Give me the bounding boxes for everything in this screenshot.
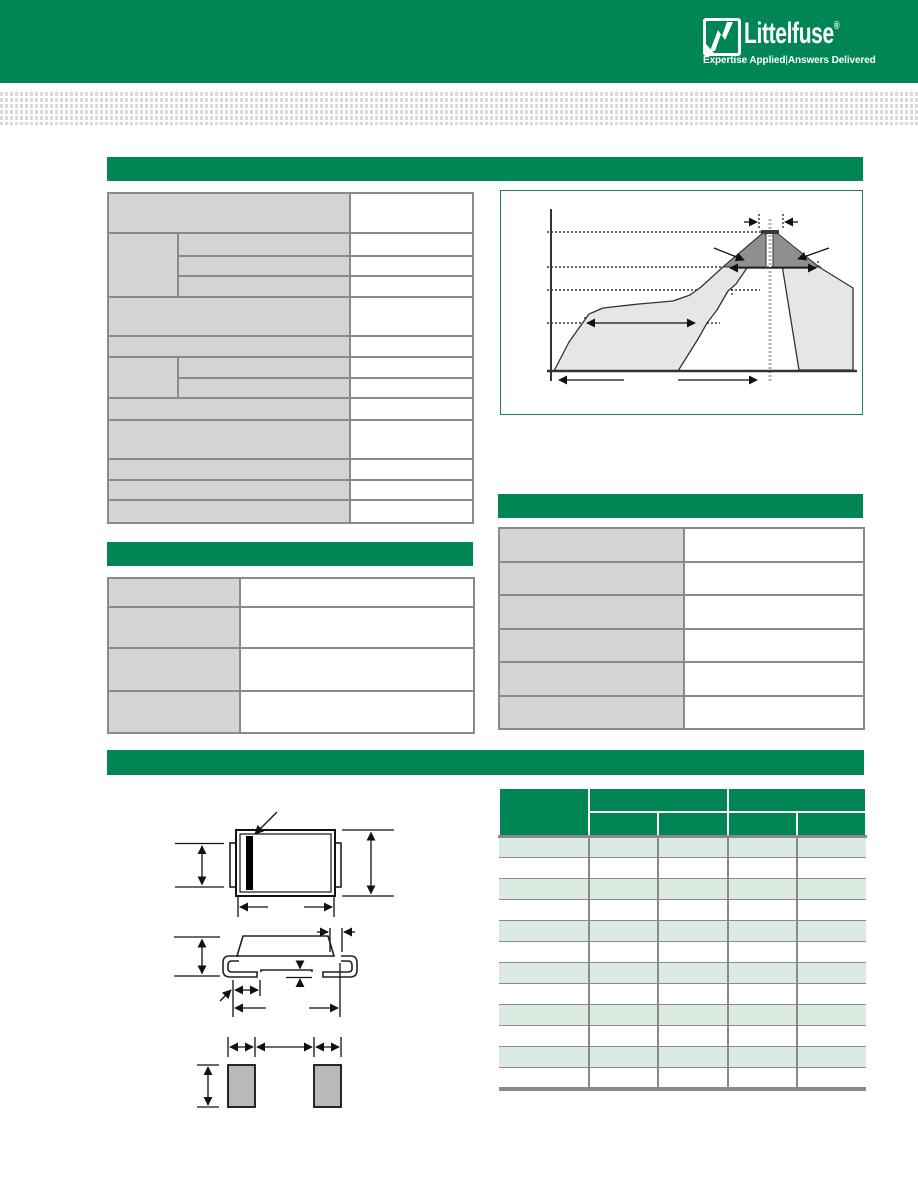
value-cell xyxy=(658,900,728,921)
tagline-divider: | xyxy=(785,55,788,66)
value-cell xyxy=(350,233,473,256)
value-cell xyxy=(684,629,864,662)
label-cell xyxy=(499,662,684,696)
value-cell xyxy=(728,879,797,900)
table-row xyxy=(108,420,473,459)
table-row xyxy=(499,662,864,696)
table-row xyxy=(499,1005,866,1026)
label-cell xyxy=(499,562,684,595)
value-cell xyxy=(499,942,589,963)
value-cell xyxy=(499,1068,589,1089)
table-row xyxy=(108,578,474,607)
value-cell xyxy=(684,562,864,595)
label-cell xyxy=(178,357,350,378)
value-cell xyxy=(350,276,473,297)
table-row xyxy=(108,233,473,256)
table-row xyxy=(108,607,474,648)
value-cell xyxy=(684,662,864,696)
critical-zone-left xyxy=(723,233,766,267)
value-cell xyxy=(350,378,473,398)
value-cell xyxy=(589,1026,658,1047)
right-table xyxy=(498,527,865,730)
table-row xyxy=(499,1047,866,1068)
value-cell xyxy=(658,1068,728,1089)
table-row xyxy=(499,984,866,1005)
value-cell xyxy=(240,648,474,691)
value-cell xyxy=(499,1047,589,1068)
table-row xyxy=(499,528,864,562)
value-cell xyxy=(684,528,864,562)
brand-tagline xyxy=(703,55,876,66)
label-cell xyxy=(108,648,240,691)
value-cell xyxy=(797,963,866,984)
table-row xyxy=(499,562,864,595)
value-cell xyxy=(797,1005,866,1026)
value-cell xyxy=(589,963,658,984)
brand-wordmark xyxy=(744,17,839,51)
right-lead-inner xyxy=(335,961,352,972)
value-cell xyxy=(797,900,866,921)
label-cell xyxy=(178,233,350,256)
table-row xyxy=(499,1026,866,1047)
value-cell xyxy=(499,984,589,1005)
value-cell xyxy=(499,1005,589,1026)
land-pattern-drawing xyxy=(180,1030,380,1120)
label-cell xyxy=(178,276,350,297)
value-cell xyxy=(658,942,728,963)
table-row xyxy=(108,297,473,336)
halftone-band xyxy=(0,92,918,125)
value-cell xyxy=(350,398,473,420)
value-cell xyxy=(658,921,728,942)
value-cell xyxy=(658,837,728,858)
body-underside xyxy=(261,970,312,972)
left-lead-inner xyxy=(228,961,245,972)
value-cell xyxy=(728,921,797,942)
label-cell xyxy=(108,691,240,733)
value-cell xyxy=(684,595,864,629)
table-row xyxy=(499,1068,866,1089)
table-row xyxy=(499,900,866,921)
value-cell xyxy=(350,297,473,336)
critical-zone-right xyxy=(773,233,819,267)
table-row xyxy=(499,595,864,629)
value-cell xyxy=(658,984,728,1005)
tagline-right: Answers Delivered xyxy=(787,55,876,66)
table-row xyxy=(499,942,866,963)
value-cell xyxy=(658,858,728,879)
value-cell xyxy=(658,963,728,984)
value-cell xyxy=(350,256,473,276)
value-cell xyxy=(589,921,658,942)
table-row xyxy=(108,357,473,378)
value-cell xyxy=(728,984,797,1005)
label-cell xyxy=(108,578,240,607)
value-cell xyxy=(658,1005,728,1026)
dimensions-table-body xyxy=(499,837,866,1089)
label-cell xyxy=(178,256,350,276)
value-cell xyxy=(499,837,589,858)
value-cell xyxy=(797,984,866,1005)
value-cell xyxy=(797,879,866,900)
value-cell xyxy=(589,942,658,963)
value-cell xyxy=(728,963,797,984)
value-cell xyxy=(589,984,658,1005)
peak-plateau xyxy=(761,230,779,234)
dimensions-table xyxy=(498,787,867,1091)
profile-band-left xyxy=(554,233,763,371)
value-cell xyxy=(589,1068,658,1089)
max-header xyxy=(797,812,866,837)
value-cell xyxy=(797,858,866,879)
value-cell xyxy=(589,858,658,879)
table-row xyxy=(108,500,473,523)
value-cell xyxy=(499,879,589,900)
label-cell xyxy=(499,696,684,729)
label-cell xyxy=(108,297,350,336)
value-cell xyxy=(728,900,797,921)
registered-mark-icon: ® xyxy=(833,20,840,32)
value-cell xyxy=(658,879,728,900)
value-cell xyxy=(728,1047,797,1068)
tagline-left: Expertise Applied xyxy=(703,55,786,66)
label-cell xyxy=(108,459,350,480)
table-row xyxy=(499,837,866,858)
label-cell xyxy=(499,528,684,562)
value-cell xyxy=(797,1068,866,1089)
section-bar-1 xyxy=(107,157,863,181)
unit-group-header-2 xyxy=(728,788,866,812)
label-cell xyxy=(108,336,350,357)
dimensions-table-header xyxy=(499,788,866,837)
value-cell xyxy=(658,1047,728,1068)
table-row xyxy=(108,480,473,500)
table-row xyxy=(499,963,866,984)
label-cell xyxy=(499,629,684,662)
table-row xyxy=(499,788,866,812)
table-row xyxy=(108,193,473,233)
value-cell xyxy=(589,1047,658,1068)
table-row xyxy=(499,629,864,662)
value-cell xyxy=(499,963,589,984)
value-cell xyxy=(797,1026,866,1047)
table-row xyxy=(108,336,473,357)
small-left-table xyxy=(107,577,475,734)
table-row xyxy=(499,879,866,900)
section-bar-4 xyxy=(107,750,864,775)
value-cell xyxy=(589,1005,658,1026)
value-cell xyxy=(499,900,589,921)
label-cell xyxy=(108,500,350,523)
value-cell xyxy=(797,942,866,963)
top-view-drawing xyxy=(160,790,420,920)
label-cell xyxy=(499,595,684,629)
value-cell xyxy=(350,336,473,357)
value-cell xyxy=(240,578,474,607)
table-row xyxy=(108,398,473,420)
littelfuse-logo-icon xyxy=(703,18,741,56)
value-cell xyxy=(684,696,864,729)
value-cell xyxy=(728,837,797,858)
table-row xyxy=(108,691,474,733)
min-header xyxy=(728,812,797,837)
label-cell xyxy=(178,378,350,398)
table-row xyxy=(499,696,864,729)
label-cell xyxy=(108,480,350,500)
top-banner xyxy=(0,0,918,83)
reflow-profile-figure xyxy=(500,190,863,415)
table-row xyxy=(108,648,474,691)
value-cell xyxy=(350,193,473,233)
label-cell xyxy=(108,233,178,297)
max-header xyxy=(658,812,728,837)
cathode-band xyxy=(246,836,253,890)
value-cell xyxy=(350,420,473,459)
value-cell xyxy=(240,691,474,733)
value-cell xyxy=(797,1047,866,1068)
unit-group-header-1 xyxy=(589,788,728,812)
table-row xyxy=(499,858,866,879)
table-row xyxy=(108,459,473,480)
value-cell xyxy=(589,879,658,900)
dimension-label-header xyxy=(499,788,589,837)
value-cell xyxy=(728,1068,797,1089)
label-cell xyxy=(108,607,240,648)
label-cell xyxy=(108,398,350,420)
side-view-drawing xyxy=(160,920,420,1020)
value-cell xyxy=(728,1026,797,1047)
molded-body xyxy=(237,936,334,956)
value-cell xyxy=(499,921,589,942)
value-cell xyxy=(240,607,474,648)
value-cell xyxy=(728,1005,797,1026)
label-cell xyxy=(108,357,178,398)
value-cell xyxy=(350,357,473,378)
label-cell xyxy=(108,193,350,233)
brand-name: Littelfuse xyxy=(744,17,834,50)
value-cell xyxy=(499,1026,589,1047)
table-row xyxy=(499,921,866,942)
value-cell xyxy=(589,837,658,858)
value-cell xyxy=(728,942,797,963)
value-cell xyxy=(499,858,589,879)
section-bar-3 xyxy=(498,494,863,518)
value-cell xyxy=(728,858,797,879)
spec-table xyxy=(107,192,474,524)
value-cell xyxy=(350,459,473,480)
value-cell xyxy=(350,500,473,523)
value-cell xyxy=(589,900,658,921)
section-bar-2 xyxy=(107,542,473,566)
value-cell xyxy=(350,480,473,500)
value-cell xyxy=(797,837,866,858)
left-solder-pad xyxy=(228,1065,255,1107)
reflow-profile-plot xyxy=(501,191,861,413)
value-cell xyxy=(658,1026,728,1047)
min-header xyxy=(589,812,658,837)
right-solder-pad xyxy=(314,1065,341,1107)
label-cell xyxy=(108,420,350,459)
value-cell xyxy=(797,921,866,942)
